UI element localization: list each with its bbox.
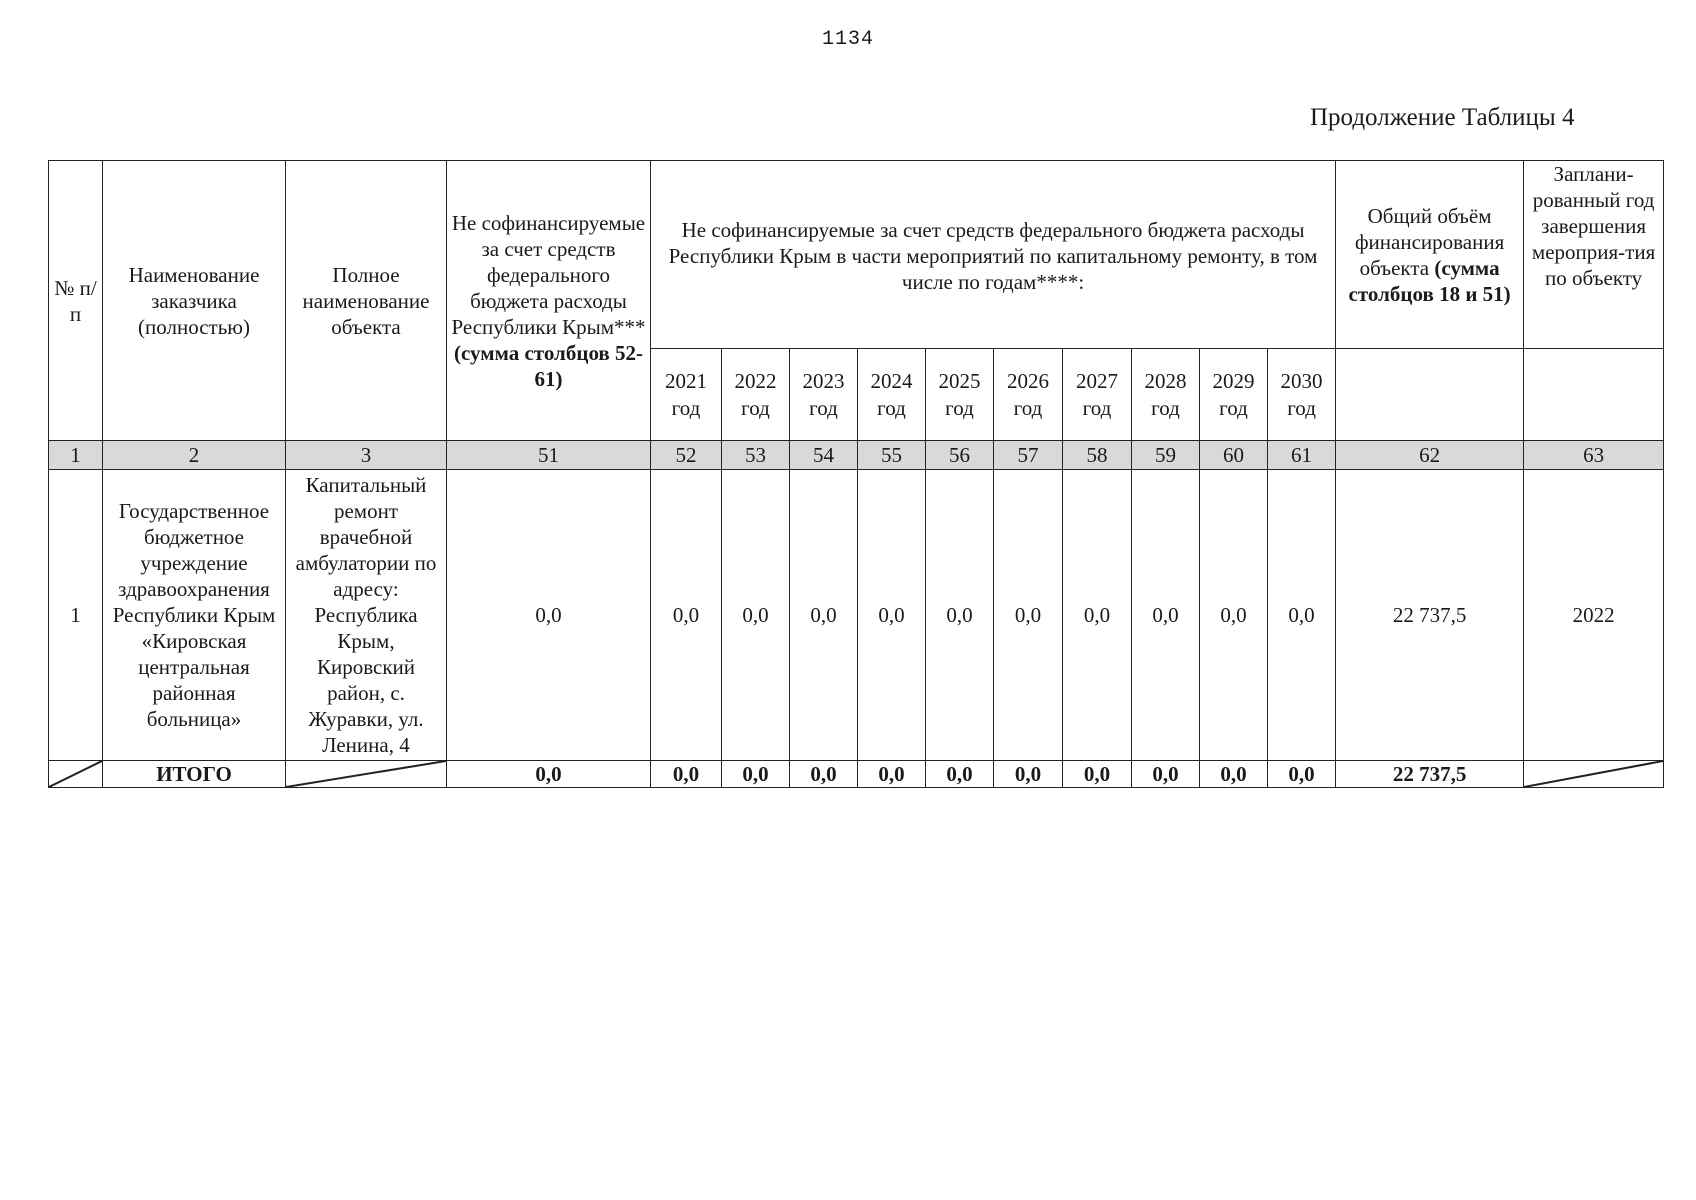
header-planned-year: Заплани-рованный год завершения мероприя-тия по объекту: [1524, 161, 1664, 349]
total-year-value: 0,0: [1132, 761, 1200, 788]
header-year-2027: 2027 год: [1063, 349, 1132, 441]
header-total-financing-blank: [1336, 349, 1524, 441]
column-number: 60: [1200, 441, 1268, 470]
column-number: 59: [1132, 441, 1200, 470]
header-year-2030: 2030 год: [1268, 349, 1336, 441]
header-year-2021: 2021 год: [651, 349, 722, 441]
header-not-cofinanced-total-sum: (сумма столбцов 52-61): [454, 340, 643, 391]
header-year-2023: 2023 год: [790, 349, 858, 441]
column-number: 2: [103, 441, 286, 470]
diagonal-cell: [286, 761, 447, 788]
financing-table: [48, 160, 1664, 788]
row-total-financing: 22 737,5: [1336, 470, 1524, 761]
header-object: Полное наименование объекта: [286, 161, 447, 441]
header-planned-year-blank: [1524, 349, 1664, 441]
column-number: 63: [1524, 441, 1664, 470]
row-year-value: 0,0: [651, 470, 722, 761]
diagonal-line: [1524, 761, 1663, 787]
total-year-value: 0,0: [722, 761, 790, 788]
total-year-value: 0,0: [994, 761, 1063, 788]
total-year-value: 0,0: [1268, 761, 1336, 788]
total-year-value: 0,0: [858, 761, 926, 788]
row-year-value: 0,0: [1132, 470, 1200, 761]
header-customer: Наименование заказчика (полностью): [103, 161, 286, 441]
diagonal-line: [286, 761, 446, 787]
total-year-value: 0,0: [1063, 761, 1132, 788]
column-number: 54: [790, 441, 858, 470]
header-not-cofinanced-by-years: Не софинансируемые за счет средств федерального бюджета расходы Республики Крым в части мероприятий по капитальному ремонту, в том числе по годам****:: [651, 161, 1336, 349]
column-number: 3: [286, 441, 447, 470]
total-51: 0,0: [447, 761, 651, 788]
row-object: Капитальный ремонт врачебной амбулатории по адресу: Республика Крым, Кировский район, с. Журавки, ул. Ленина, 4: [286, 470, 447, 761]
total-financing: 22 737,5: [1336, 761, 1524, 788]
row-planned-year: 2022: [1524, 470, 1664, 761]
column-number: 53: [722, 441, 790, 470]
column-number: 61: [1268, 441, 1336, 470]
column-number: 1: [49, 441, 103, 470]
header-year-2028: 2028 год: [1132, 349, 1200, 441]
header-year-2029: 2029 год: [1200, 349, 1268, 441]
header-not-cofinanced-total-text: Не софинансируемые за счет средств федерального бюджета расходы Республики Крым***: [451, 210, 646, 339]
total-year-value: 0,0: [926, 761, 994, 788]
row-year-value: 0,0: [1268, 470, 1336, 761]
header-total-financing-text: Общий объём финансирования объекта: [1354, 203, 1505, 280]
header-year-2024: 2024 год: [858, 349, 926, 441]
row-year-value: 0,0: [1200, 470, 1268, 761]
column-number: 58: [1063, 441, 1132, 470]
row-total-51: 0,0: [447, 470, 651, 761]
column-number: 52: [651, 441, 722, 470]
total-row: [49, 761, 1664, 788]
continuation-title: Продолжение Таблицы 4: [1310, 104, 1575, 131]
header-num: № п/п: [49, 161, 103, 441]
header-total-financing-sum: (сумма столбцов 18 и 51): [1348, 255, 1511, 306]
row-num: 1: [49, 470, 103, 761]
column-number: 51: [447, 441, 651, 470]
total-label: ИТОГО: [103, 761, 286, 788]
row-year-value: 0,0: [722, 470, 790, 761]
diagonal-cell: [1524, 761, 1664, 788]
header-year-2022: 2022 год: [722, 349, 790, 441]
row-year-value: 0,0: [1063, 470, 1132, 761]
row-year-value: 0,0: [994, 470, 1063, 761]
column-number-row: [49, 441, 1664, 470]
page-number: 1134: [821, 28, 874, 51]
row-year-value: 0,0: [858, 470, 926, 761]
row-customer: Государственное бюджетное учреждение здравоохранения Республики Крым «Кировская центральная районная больница»: [103, 470, 286, 761]
row-year-value: 0,0: [790, 470, 858, 761]
header-not-cofinanced-total: [447, 161, 651, 441]
diagonal-cell: [49, 761, 103, 788]
header-year-2025: 2025 год: [926, 349, 994, 441]
total-year-value: 0,0: [790, 761, 858, 788]
column-number: 62: [1336, 441, 1524, 470]
table-row: [49, 470, 1664, 761]
column-number: 55: [858, 441, 926, 470]
diagonal-line: [49, 761, 102, 787]
row-year-value: 0,0: [926, 470, 994, 761]
total-year-value: 0,0: [651, 761, 722, 788]
header-total-financing: [1336, 161, 1524, 349]
header-year-2026: 2026 год: [994, 349, 1063, 441]
total-year-value: 0,0: [1200, 761, 1268, 788]
column-number: 57: [994, 441, 1063, 470]
column-number: 56: [926, 441, 994, 470]
